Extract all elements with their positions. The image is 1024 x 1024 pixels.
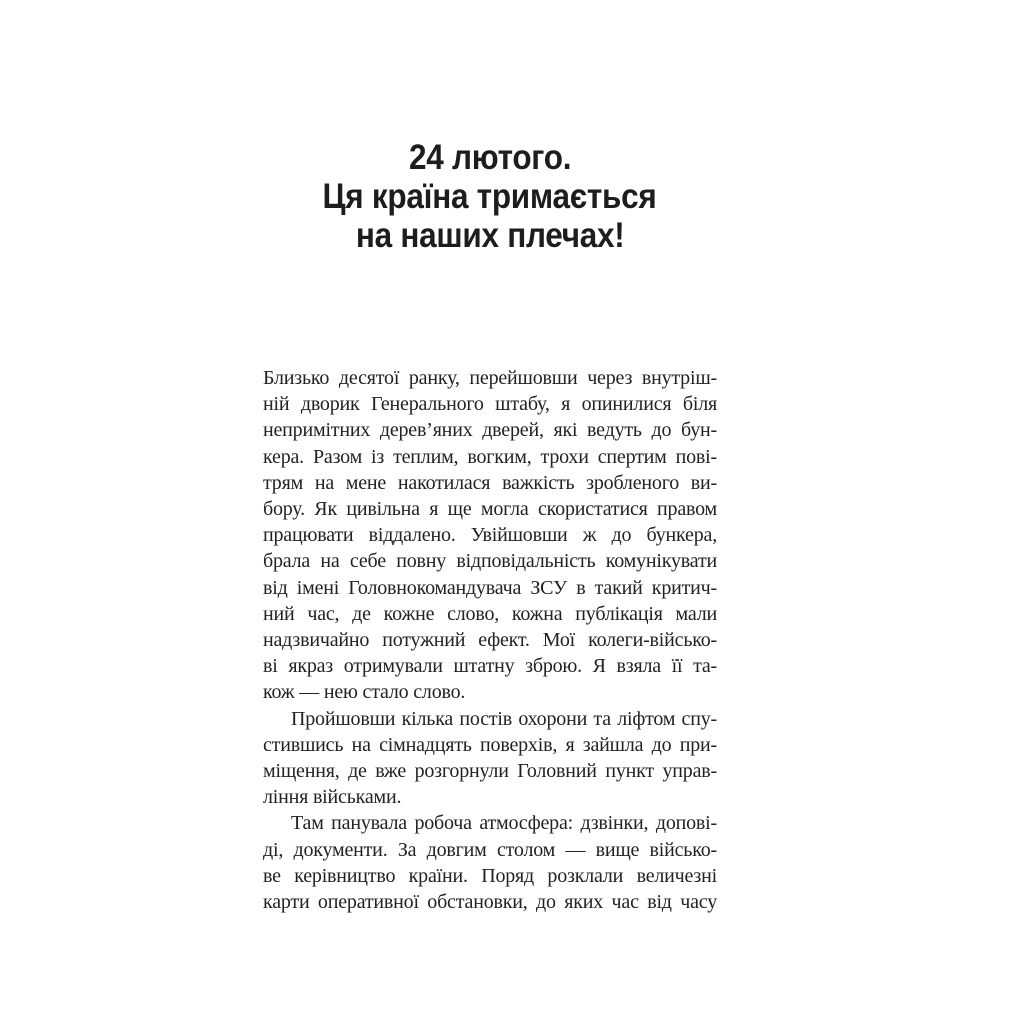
body-line: трям на мене накотилася важкість зробленого ви- — [263, 471, 717, 494]
body-line: кера. Разом із теплим, вогким, трохи спертим пові- — [263, 445, 717, 468]
body-line: працювати віддалено. Увійшовши ж до бункера, — [263, 524, 717, 547]
body-line: ний час, де кожне слово, кожна публікація мали — [263, 602, 717, 625]
body-line: непримітних дерев’яних дверей, які ведуть до бун- — [263, 419, 717, 442]
body-line: Пройшовши кілька постів охорони та ліфтом спу- — [291, 707, 717, 730]
body-line: кож — нею стало слово. — [263, 681, 466, 704]
chapter-title-text-1: 24 лютого. — [408, 138, 572, 177]
body-line: ве керівництво країни. Поряд розклали величезні — [263, 864, 717, 887]
body-line: надзвичайно потужний ефект. Мої колеги-військо- — [263, 629, 717, 652]
body-line: карти оперативної обстановки, до яких час від часу — [263, 891, 717, 914]
paragraph — [263, 365, 717, 706]
body-line: стившись на сімнадцять поверхів, я зайшла до при- — [263, 733, 717, 756]
chapter-title-line-3 — [263, 216, 717, 255]
paragraph — [263, 706, 717, 811]
body-line: від імені Головнокомандувача ЗСУ в такий критич- — [263, 576, 717, 599]
chapter-title-text-2: Ця країна тримається — [323, 177, 657, 216]
body-line: Близько десятої ранку, перейшовши через внутріш- — [263, 367, 717, 389]
paragraph — [263, 810, 717, 915]
body-line: бору. Як цивільна я ще могла скористатися правом — [263, 498, 717, 521]
chapter-title — [263, 138, 717, 255]
chapter-title-line-1 — [263, 138, 717, 177]
body-line: Там панувала робоча атмосфера: дзвінки, допові- — [291, 812, 717, 835]
body-text — [263, 365, 717, 915]
chapter-title-text-3: на наших плечах! — [355, 216, 625, 255]
body-line: ління військами. — [263, 786, 402, 809]
body-line: брала на себе повну відповідальність комунікувати — [263, 550, 717, 573]
body-line: міщення, де вже розгорнули Головний пункт управ- — [263, 760, 717, 783]
body-line: ві якраз отримували штатну зброю. Я взяла її та- — [263, 655, 717, 678]
body-line: ній дворик Генерального штабу, я опинилися біля — [263, 393, 717, 416]
chapter-title-line-2 — [263, 177, 717, 216]
body-line: ді, документи. За довгим столом — вище військо- — [263, 838, 717, 861]
